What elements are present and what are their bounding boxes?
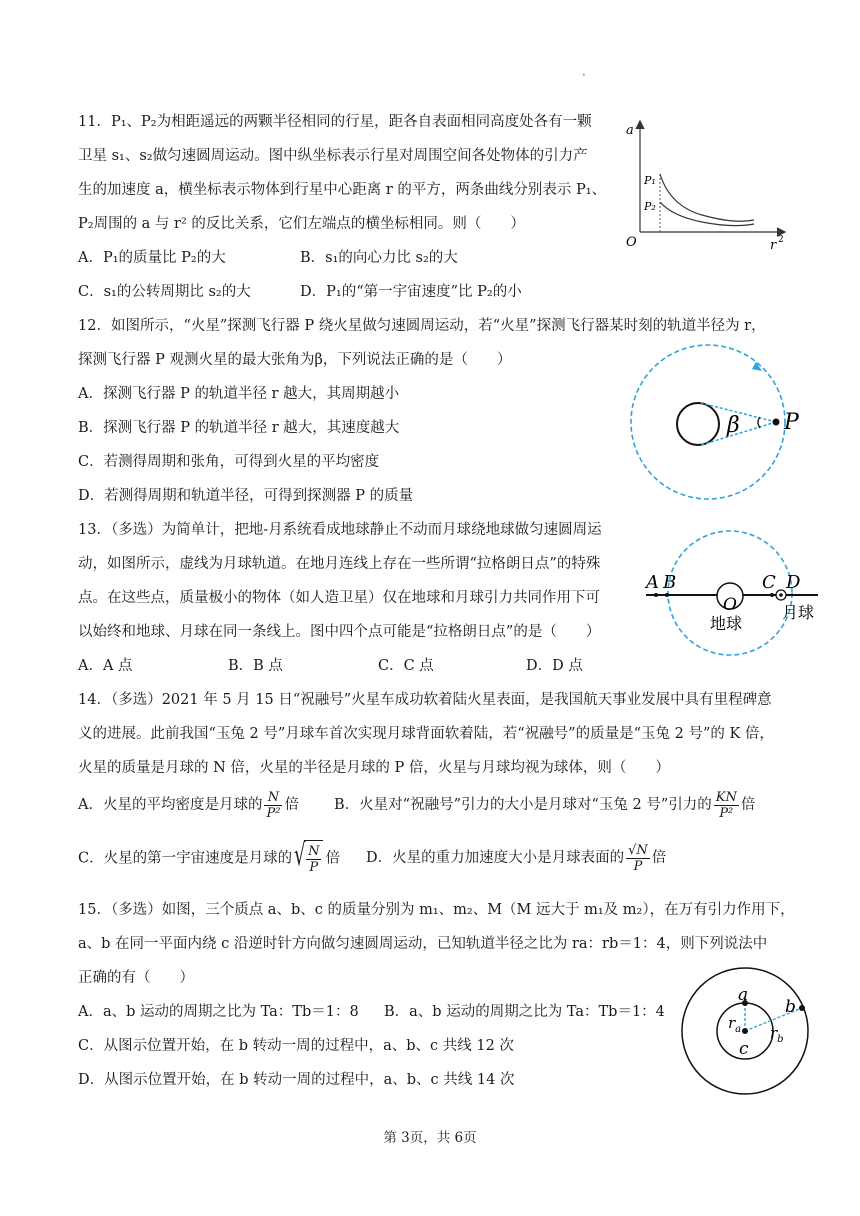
q14-option-d-fraction [626, 843, 650, 874]
q11-option-d: D．P₁的“第一宇宙速度”比 P₂的小 [300, 284, 522, 300]
q15-radius-b-label [770, 1024, 784, 1045]
q13-point-b-label: B [663, 572, 677, 593]
page-footer: 第 3页，共 6页 [383, 1130, 477, 1146]
q14-option-a-denominator: P² [266, 805, 281, 821]
q12-line-1: 12．如图所示，“火星”探测飞行器 P 绕火星做匀速圆周运动，若“火星”探测飞行器某时刻的轨道半径为 r， [78, 318, 766, 334]
q11-origin-label: O [626, 235, 637, 250]
q14-option-d [366, 840, 666, 876]
q14-option-a-text: A．火星的平均密度是月球的 [78, 797, 263, 813]
q14-option-b-text: B．火星对“祝融号”引力的大小是月球对“玉兔 2 号”引力的 [334, 797, 712, 813]
q13-option-d: D．D 点 [526, 658, 583, 674]
q14-option-b-fraction [714, 790, 739, 821]
q12-angle-beta-label: β [727, 413, 740, 438]
q15-orbits-figure [676, 962, 816, 1102]
q13-point-a-label: A [646, 572, 659, 593]
q13-earth-label: 地球 [710, 614, 743, 633]
q15-option-a: A．a、b 运动的周期之比为 Ta：Tb＝1：8 [78, 1004, 359, 1020]
q14-option-c-text: C．火星的第一宇宙速度是月球的 [78, 850, 293, 867]
q14-option-d-text: D．火星的重力加速度大小是月球表面的 [366, 850, 625, 866]
q13-line-4: 以始终和地球、月球在同一条线上。图中四个点可能是“拉格朗日点”的是（ ） [78, 624, 601, 640]
q13-earth-moon-figure [640, 530, 830, 660]
q13-center-o-label: O [723, 595, 737, 615]
q13-option-c: C．C 点 [378, 658, 434, 674]
q13-line-2: 动，如图所示，虚线为月球轨道。在地月连线上存在一些所谓“拉格朗日点”的特殊 [78, 556, 601, 572]
q14-option-b-suffix: 倍 [740, 797, 756, 813]
q13-option-a: A．A 点 [78, 658, 133, 674]
q11-option-a: A．P₁的质量比 P₂的大 [78, 250, 226, 266]
q11-y-axis-label: a [626, 123, 634, 138]
q15-line-2: a、b 在同一平面内绕 c 沿逆时针方向做匀速圆周运动，已知轨道半径之比为 ra：rb＝1：4，则下列说法中 [78, 936, 768, 952]
q14-option-b-numerator: KN [715, 789, 737, 805]
q15-option-d: D．从图示位置开始，在 b 转动一周的过程中，a、b、c 共线 14 次 [78, 1072, 515, 1088]
q14-line-1: 14．（多选）2021 年 5 月 15 日“祝融号”火星车成功软着陆火星表面，是我国航天事业发展中具有里程碑意 [78, 692, 772, 708]
q14-option-c-fraction [306, 844, 321, 875]
q13-moon-label: 月球 [782, 603, 815, 622]
q14-option-c-numerator: N [308, 843, 320, 859]
q15-line-3: 正确的有（ ） [78, 970, 194, 986]
q15-line-1: 15．（多选）如图，三个质点 a、b、c 的质量分别为 m₁、m₂、M（M 远大于 m₁及 m₂），在万有引力作用下， [78, 902, 795, 918]
q12-option-d: D．若测得周期和轨道半径，可得到探测器 P 的质量 [78, 488, 414, 504]
q12-option-a: A．探测飞行器 P 的轨道半径 r 越大，其周期越小 [78, 386, 400, 402]
q13-point-c-label: C [762, 572, 776, 593]
q11-line-2: 卫星 s₁、s₂做匀速圆周运动。图中纵坐标表示行星对周围空间各处物体的引力产 [78, 148, 588, 164]
q15-point-a-label: a [738, 985, 749, 1005]
q11-line-3: 生的加速度 a，横坐标表示物体到行星中心距离 r 的平方，两条曲线分别表示 P₁、 [78, 182, 607, 198]
q14-option-c-denominator: P [309, 859, 319, 875]
q14-option-a [78, 788, 299, 822]
q15-point-c-label: c [739, 1039, 749, 1059]
q14-option-b [334, 788, 755, 822]
q15-point-b-label: b [785, 997, 796, 1017]
q13-option-b: B．B 点 [228, 658, 283, 674]
q11-line-1: 11．P₁、P₂为相距遥远的两颗半径相同的行星，距各自表面相同高度处各有一颗 [78, 114, 592, 130]
q15-option-b: B．a、b 运动的周期之比为 Ta：Tb＝1：4 [384, 1004, 665, 1020]
q14-option-d-numerator: √N [628, 842, 648, 858]
q12-option-c: C．若测得周期和张角，可得到火星的平均密度 [78, 454, 380, 470]
q12-line-2: 探测飞行器 P 观测火星的最大张角为β，下列说法正确的是（ ） [78, 352, 512, 368]
q14-option-b-denominator: P² [719, 805, 734, 821]
q15-radius-b-subscript: b [777, 1034, 784, 1045]
q12-orbit-figure [618, 338, 818, 508]
q15-option-c: C．从图示位置开始，在 b 转动一周的过程中，a、b、c 共线 12 次 [78, 1038, 514, 1054]
q14-line-3: 火星的质量是月球的 N 倍，火星的半径是月球的 P 倍，火星与月球均视为球体，则（ ） [78, 760, 670, 776]
q14-option-a-suffix: 倍 [284, 797, 299, 813]
q13-line-3: 点。在这些点，质量极小的物体（如人造卫星）仅在地球和月球引力共同作用下可 [78, 590, 600, 606]
q14-option-a-numerator: N [264, 790, 282, 806]
q11-graph-figure [622, 118, 792, 253]
q15-radius-a-subscript: a [735, 1024, 742, 1035]
q14-option-d-denominator: P [633, 858, 643, 874]
q11-x-axis-exponent: 2 [778, 235, 784, 245]
q13-point-d-label: D [786, 572, 801, 593]
q14-option-d-suffix: 倍 [651, 850, 667, 866]
q11-x-axis-label: r [770, 238, 777, 253]
q14-option-a-fraction [264, 790, 282, 821]
q11-curve-p2-label: P₂ [644, 200, 656, 213]
q15-radius-b-symbol: r [770, 1024, 778, 1042]
q14-option-c [78, 840, 340, 877]
q15-radius-a-label [728, 1014, 741, 1035]
q14-option-c-suffix: 倍 [325, 850, 340, 867]
q11-curve-p1-label: P₁ [644, 174, 656, 187]
q11-option-b: B．s₁的向心力比 s₂的大 [300, 250, 458, 266]
header-mark: · [582, 68, 586, 82]
q11-option-c: C．s₁的公转周期比 s₂的大 [78, 284, 251, 300]
q12-option-b: B．探测飞行器 P 的轨道半径 r 越大，其速度越大 [78, 420, 400, 436]
q13-line-1: 13．（多选）为简单计，把地-月系统看成地球静止不动而月球绕地球做匀速圆周运 [78, 522, 602, 538]
q14-line-2: 义的进展。此前我国“玉兔 2 号”月球车首次实现月球背面软着陆，若“祝融号”的质量是“玉兔 2 号”的 K 倍， [78, 726, 774, 742]
q11-line-4: P₂周围的 a 与 r² 的反比关系，它们左端点的横坐标相同。则（ ） [78, 216, 525, 232]
q12-probe-p-label: P [784, 410, 799, 435]
q15-radius-a-symbol: r [728, 1014, 736, 1032]
q14-option-c-sqrt: √ $\frac{N}{P}$ [294, 840, 323, 877]
